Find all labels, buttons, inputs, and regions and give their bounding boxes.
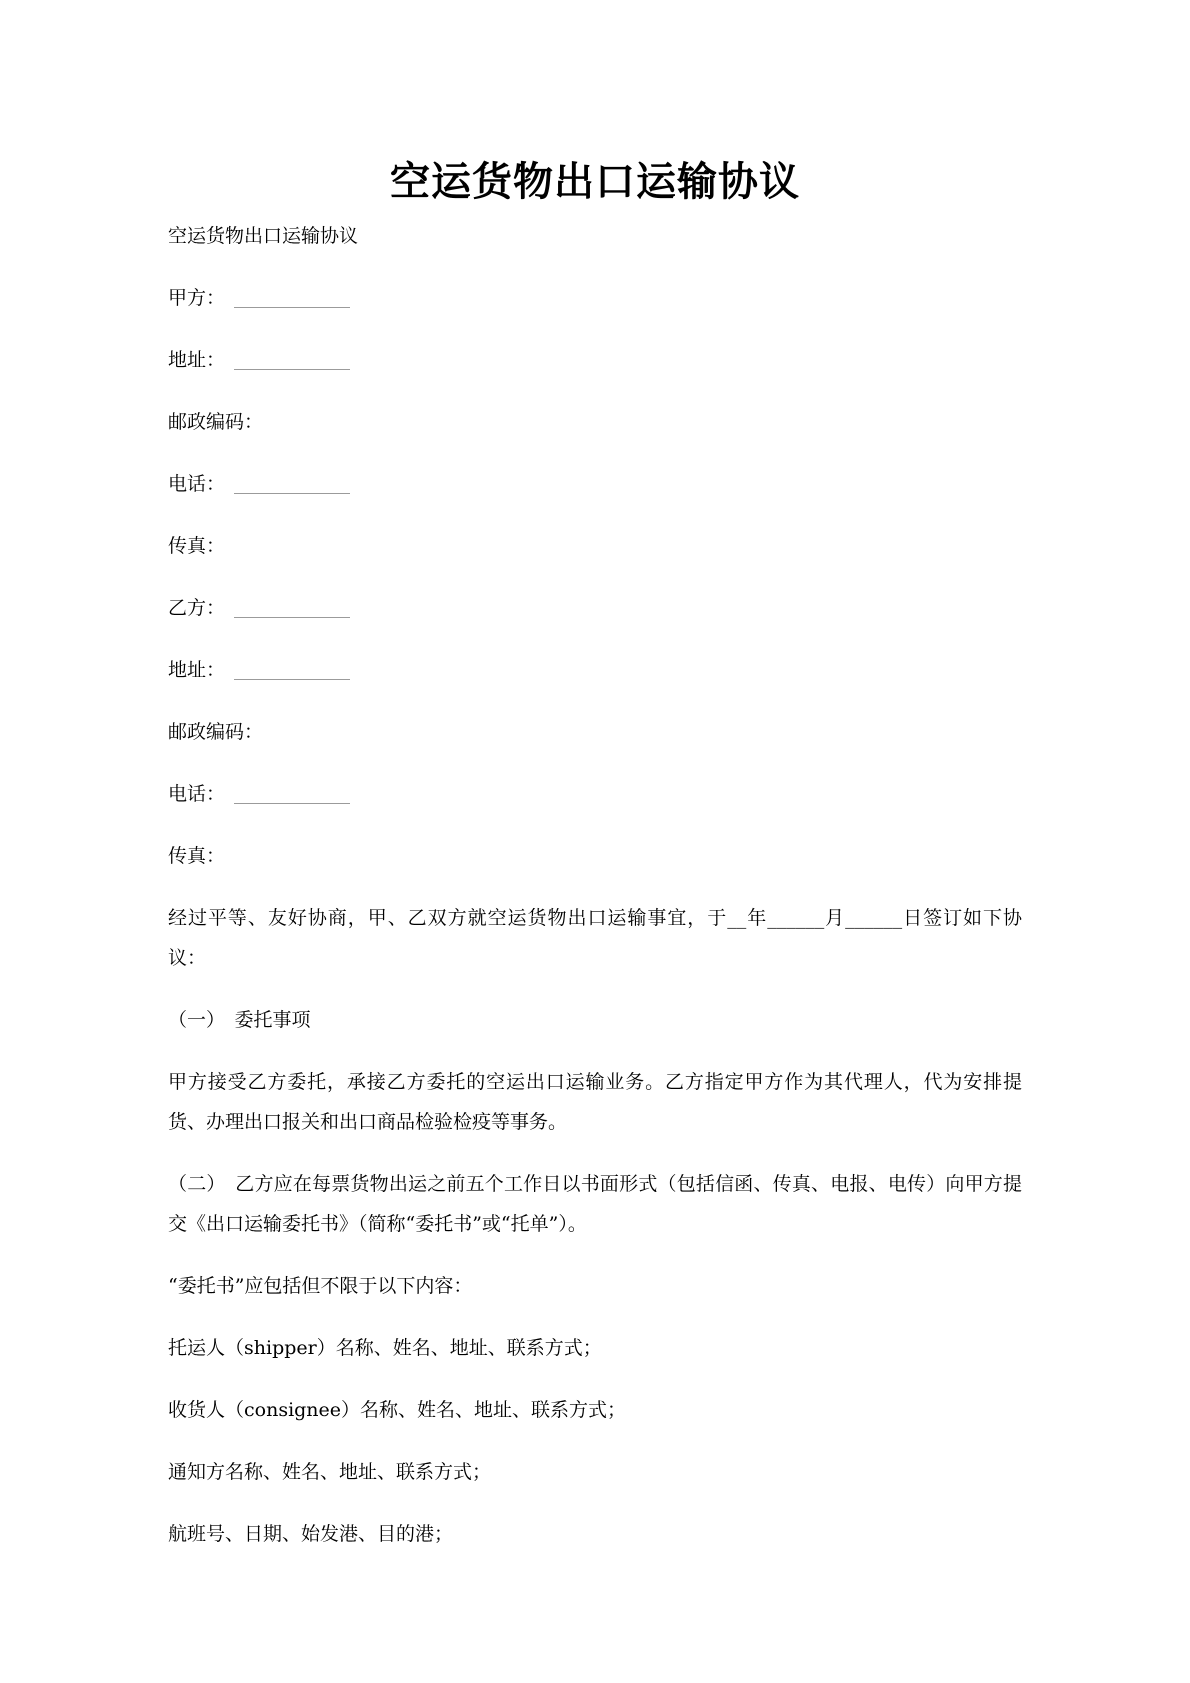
entrust-item-consignee: 收货人（consignee）名称、姓名、地址、联系方式；: [168, 1399, 627, 1421]
field-party-a-label: 甲方：: [168, 287, 226, 309]
field-party-b: [168, 588, 1022, 628]
field-phone-b-label: 电话：: [168, 783, 226, 805]
field-postcode-a-label: 邮政编码：: [168, 411, 264, 433]
field-address-a: [168, 340, 1022, 380]
entrust-contents-intro: “委托书”应包括但不限于以下内容：: [168, 1275, 473, 1297]
entrust-item-flight: 航班号、日期、始发港、目的港；: [168, 1523, 454, 1545]
paragraph-intro: 经过平等、友好协商，甲、乙双方就空运货物出口运输事宜，于__年______月______日签订如下协议：: [168, 907, 1022, 969]
section-1-body: 甲方接受乙方委托，承接乙方委托的空运出口运输业务。乙方指定甲方作为其代理人，代为安排提货、办理出口报关和出口商品检验检疫等事务。: [168, 1071, 1022, 1133]
field-postcode-a: [168, 402, 1022, 442]
field-phone-a: [168, 464, 1022, 504]
blank-underline: [234, 367, 350, 370]
field-address-b: [168, 650, 1022, 690]
field-fax-b: [168, 836, 1022, 876]
blank-underline: [234, 305, 350, 308]
field-address-b-label: 地址：: [168, 659, 226, 681]
field-party-b-label: 乙方：: [168, 597, 226, 619]
entrust-item-shipper: 托运人（shipper）名称、姓名、地址、联系方式；: [168, 1337, 602, 1359]
section-2-paragraph: （二） 乙方应在每票货物出运之前五个工作日以书面形式（包括信函、传真、电报、电传）向甲方提交《出口运输委托书》（简称“委托书”或“托单”）。: [168, 1173, 1022, 1235]
document-subtitle: 空运货物出口运输协议: [168, 225, 359, 247]
section-1-heading: （一） 委托事项: [168, 1009, 311, 1031]
field-address-a-label: 地址：: [168, 349, 226, 371]
blank-underline: [234, 677, 350, 680]
field-phone-b: [168, 774, 1022, 814]
field-postcode-b: [168, 712, 1022, 752]
entrust-item-notify: 通知方名称、姓名、地址、联系方式；: [168, 1461, 492, 1483]
field-party-a: [168, 278, 1022, 318]
blank-underline: [234, 491, 350, 494]
field-fax-a: [168, 526, 1022, 566]
field-postcode-b-label: 邮政编码：: [168, 721, 264, 743]
field-fax-a-label: 传真：: [168, 535, 226, 557]
document-title: 空运货物出口运输协议: [390, 158, 800, 205]
field-fax-b-label: 传真：: [168, 845, 226, 867]
field-phone-a-label: 电话：: [168, 473, 226, 495]
blank-underline: [234, 615, 350, 618]
blank-underline: [234, 801, 350, 804]
